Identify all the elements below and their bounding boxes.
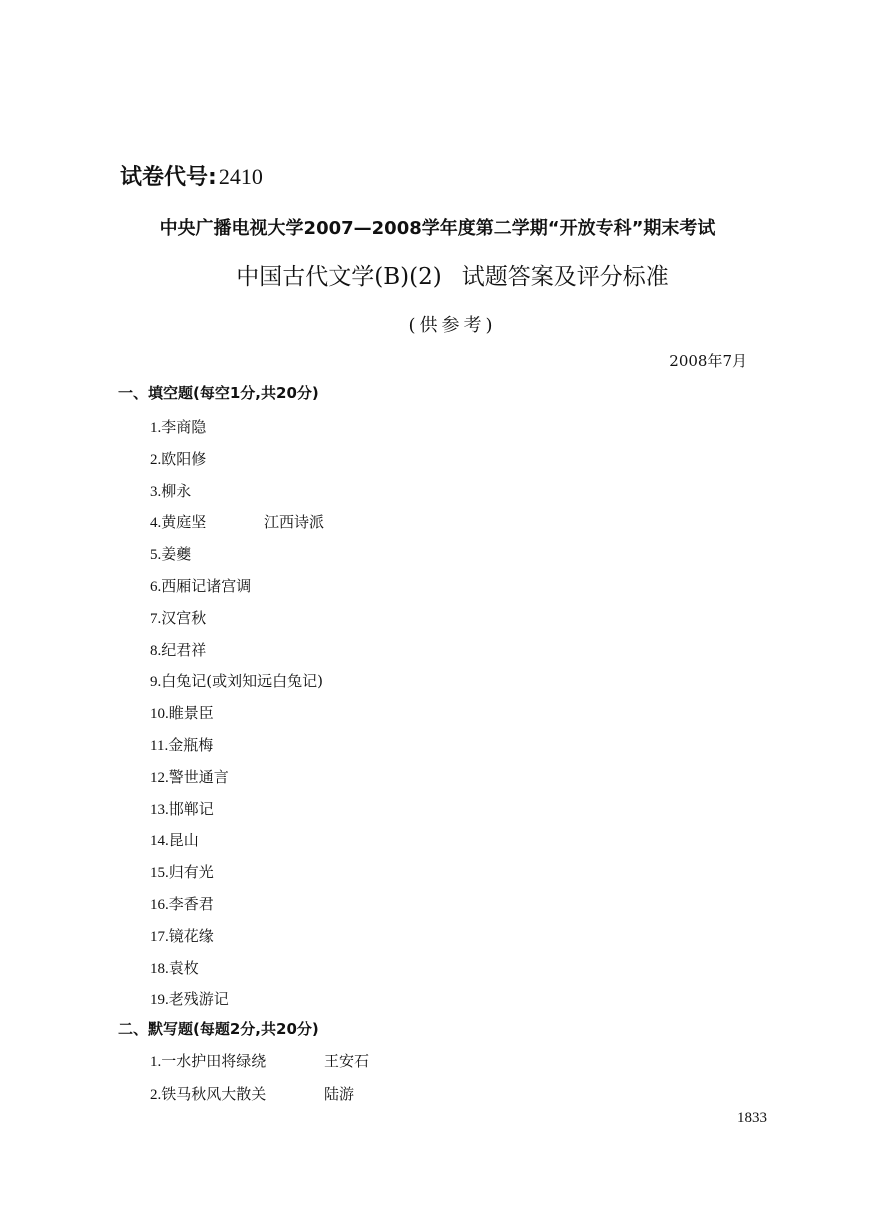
answer-item [150, 988, 229, 1009]
answer-number: 1. [150, 420, 162, 436]
section-1-heading [118, 382, 319, 403]
exam-date: 2008年7月 [669, 352, 747, 370]
answer-item [150, 416, 206, 437]
answer-text: 铁马秋风大散关 [161, 1085, 267, 1103]
answer-number: 3. [150, 483, 162, 500]
answer-item [150, 511, 325, 532]
answer-number: 2. [150, 451, 162, 468]
answer-item [150, 575, 251, 596]
document-type: 试题答案及评分标准 [461, 264, 669, 290]
answer-text: 金瓶梅 [168, 736, 214, 754]
answer-text: 白兔记(或刘知远白兔记) [161, 672, 323, 691]
answer-item [150, 829, 199, 850]
answer-item [150, 670, 323, 691]
answer-text: 睢景臣 [168, 704, 214, 723]
paper-code-label: 试卷代号: [120, 165, 217, 190]
answer-text: 邯郸记 [168, 799, 214, 818]
answer-text: 汉宫秋 [161, 608, 207, 627]
answer-text: 李香君 [168, 895, 214, 913]
answer-secondary: 陆游 [324, 1085, 355, 1103]
course-name: 中国古代文学(B)(2) [236, 264, 442, 290]
answer-text: 警世通言 [168, 767, 229, 786]
answer-number: 19. [150, 992, 169, 1009]
answer-item [150, 702, 214, 723]
answer-item [150, 957, 199, 978]
answer-text: 黄庭坚 [161, 513, 207, 532]
answer-item [150, 639, 206, 660]
answer-text: 老残游记 [168, 990, 229, 1009]
answer-number: 12. [150, 769, 169, 786]
answer-item [150, 734, 213, 755]
answer-item [150, 766, 229, 787]
answer-text: 欧阳修 [161, 449, 207, 468]
answer-text: 姜夔 [161, 545, 192, 564]
answer-text: 袁枚 [168, 958, 199, 977]
answer-text: 昆山 [168, 831, 199, 850]
answer-item [150, 448, 206, 469]
answer-text: 归有光 [168, 863, 214, 882]
answer-item [150, 893, 214, 914]
answer-number: 2. [150, 1087, 162, 1103]
answer-number: 8. [150, 642, 162, 659]
exam-title: 中央广播电视大学2007—2008学年度第二学期“开放专科”期末考试 [159, 218, 716, 239]
section-1-title: 一、填空题 [118, 384, 194, 402]
answer-text: 西厢记诸宫调 [161, 577, 252, 595]
answer-number: 17. [150, 928, 169, 945]
answer-text: 镜花缘 [168, 926, 214, 945]
page-number: 1833 [737, 1110, 767, 1126]
reference-note: (供参考) [408, 315, 497, 336]
section-2-heading [118, 1018, 319, 1039]
answer-text: 一水护田将绿绕 [161, 1052, 267, 1070]
paper-code [120, 160, 263, 191]
answer-number: 15. [150, 865, 169, 882]
answer-number: 7. [150, 610, 162, 627]
answer-item [150, 1083, 355, 1104]
answer-number: 10. [150, 706, 169, 723]
answer-text: 李商隐 [161, 418, 207, 436]
answer-item [150, 861, 214, 882]
answer-number: 6. [150, 579, 162, 595]
document-title [0, 258, 875, 291]
answer-number: 5. [150, 547, 162, 564]
paper-code-value: 2410 [218, 164, 263, 189]
section-2-title: 二、默写题 [118, 1020, 194, 1038]
section-1-scoring-note: (每空1分,共20分) [193, 384, 319, 402]
answer-number: 4. [150, 515, 162, 532]
answer-text: 纪君祥 [161, 640, 207, 659]
answer-text: 柳永 [161, 481, 192, 500]
answer-number: 1. [150, 1054, 162, 1070]
answer-number: 13. [150, 801, 169, 818]
answer-number: 14. [150, 833, 169, 850]
answer-item [150, 543, 191, 564]
answer-number: 9. [150, 674, 162, 691]
answer-item [150, 1050, 370, 1071]
answer-secondary: 江西诗派 [264, 513, 325, 532]
answer-number: 16. [150, 897, 169, 913]
answer-item [150, 480, 191, 501]
answer-secondary: 王安石 [324, 1052, 370, 1070]
answer-item [150, 798, 214, 819]
section-2-scoring-note: (每题2分,共20分) [193, 1020, 319, 1038]
answer-number: 11. [150, 738, 169, 754]
answer-item [150, 607, 206, 628]
answer-number: 18. [150, 960, 169, 977]
answer-item [150, 925, 214, 946]
